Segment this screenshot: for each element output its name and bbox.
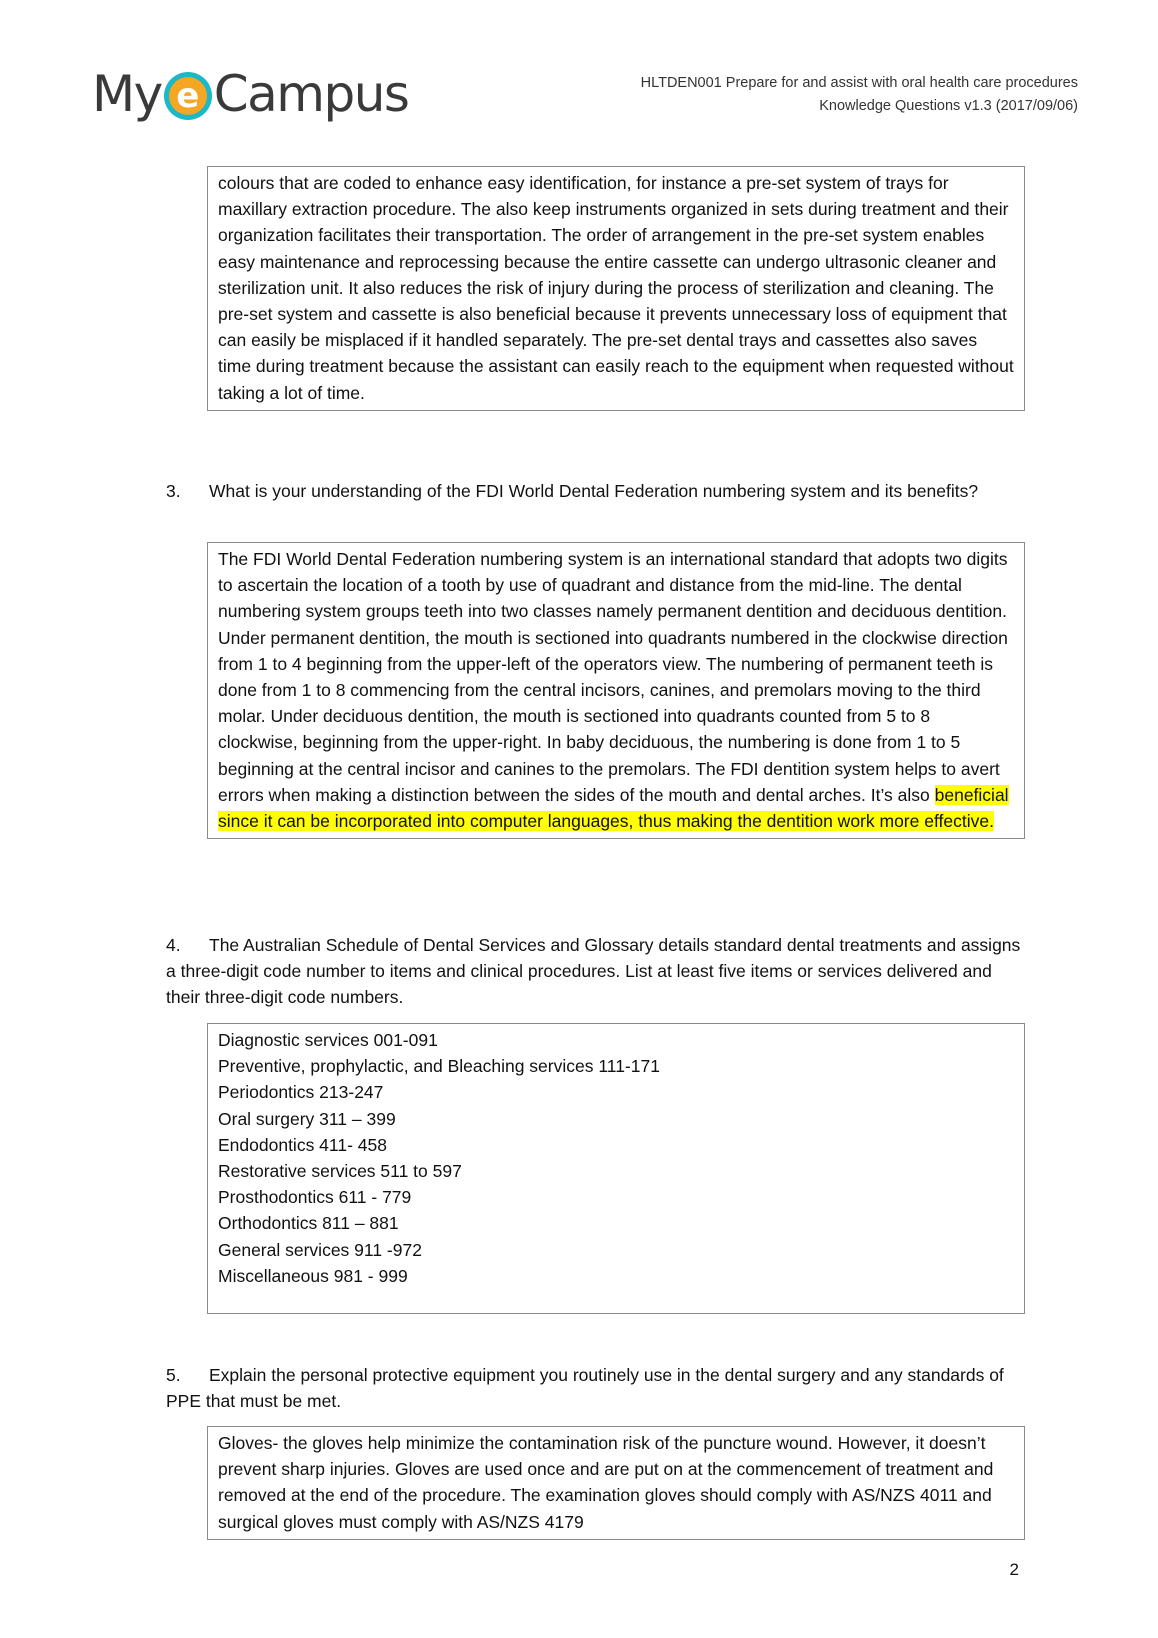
answer-box-4 bbox=[207, 1023, 1025, 1314]
document-header bbox=[641, 72, 1078, 118]
question-5 bbox=[166, 1362, 1026, 1414]
answer-3-plain: The FDI World Dental Federation numbering system is an international standard that adopts two digits to ascertain the location of a tooth by use of quadrant and distance from the mid-line. The dental numbering system groups teeth into two classes namely permanent dentition and deciduous dentition. Under permanent dentition, the mouth is sectioned into quadrants numbered in the clockwise direction from 1 to 4 beginning from the upper-left of the operators view. The numbering of permanent teeth is done from 1 to 8 commencing from the central incisors, canines, and premolars moving to the third molar. Under deciduous dentition, the mouth is sectioned into quadrants counted from 5 to 8 clockwise, beginning from the upper-right. In baby deciduous, the numbering is done from 1 to 5 beginning at the central incisor and canines to the premolars. The FDI dentition system helps to avert errors when making a distinction between the sides of the mouth and dental arches. It’s also bbox=[218, 549, 1008, 805]
question-4 bbox=[166, 932, 1026, 1011]
mycampus-logo bbox=[92, 64, 408, 124]
list-item: Endodontics 411- 458 bbox=[218, 1134, 387, 1155]
question-3 bbox=[166, 478, 1026, 504]
question-3-number: 3. bbox=[166, 481, 181, 501]
question-4-number: 4. bbox=[166, 935, 181, 955]
list-item: Periodontics 213-247 bbox=[218, 1082, 384, 1103]
list-item: Oral surgery 311 – 399 bbox=[218, 1108, 396, 1129]
logo-campus-text: Campus bbox=[213, 65, 409, 123]
question-5-number: 5. bbox=[166, 1365, 181, 1385]
page-number: 2 bbox=[1009, 1560, 1019, 1579]
list-item: General services 911 -972 bbox=[218, 1239, 422, 1260]
question-5-text: Explain the personal protective equipment you routinely use in the dental surgery and any standards of PPE that must be met. bbox=[166, 1365, 1004, 1412]
list-item: Orthodontics 811 – 881 bbox=[218, 1213, 399, 1234]
document-version: Knowledge Questions v1.3 (2017/09/06) bbox=[819, 98, 1078, 114]
answer-2-text: colours that are coded to enhance easy identification, for instance a pre-set system of trays for maxillary extraction procedure. The also keep instruments organized in sets during treatment and their organization facilitates their transportation. The order of arrangement in the pre-set system enables easy maintenance and reprocessing because the entire cassette can undergo ultrasonic cleaner and sterilization unit. It also reduces the risk of injury during the process of sterilization and cleaning. The pre-set system and cassette is also beneficial because it prevents unnecessary loss of equipment that can easily be misplaced if it handled separately. The pre-set dental trays and cassettes also saves time during treatment because the assistant can easily reach to the equipment when requested without taking a lot of time. bbox=[218, 173, 1014, 403]
answer-3-highlighted: beneficial since it can be incorporated into computer languages, thus making the dentition work more effective. bbox=[218, 784, 1009, 832]
logo-e-icon bbox=[164, 72, 212, 120]
answer-box-3 bbox=[207, 542, 1025, 839]
answer-box-5 bbox=[207, 1426, 1025, 1540]
list-item: Preventive, prophylactic, and Bleaching services 111-171 bbox=[218, 1056, 660, 1077]
unit-title: HLTDEN001 Prepare for and assist with oral health care procedures bbox=[640, 75, 1078, 91]
answer-3-text bbox=[218, 546, 1014, 834]
answer-box-2 bbox=[207, 166, 1025, 411]
list-item: Restorative services 511 to 597 bbox=[218, 1161, 462, 1182]
logo-e-letter: e bbox=[169, 77, 207, 115]
list-item: Diagnostic services 001-091 bbox=[218, 1030, 438, 1050]
question-4-text: The Australian Schedule of Dental Services and Glossary details standard dental treatments and assigns a three-digit code number to items and clinical procedures. List at least five items or services delivered and their three-digit code numbers. bbox=[166, 935, 1021, 1008]
list-item: Prosthodontics 611 - 779 bbox=[218, 1187, 412, 1208]
list-item: Miscellaneous 981 - 999 bbox=[218, 1265, 408, 1286]
logo-my-text: My bbox=[92, 65, 162, 123]
question-3-text: What is your understanding of the FDI World Dental Federation numbering system and its benefits? bbox=[209, 481, 979, 501]
answer-5-text: Gloves- the gloves help minimize the contamination risk of the puncture wound. However, it doesn’t prevent sharp injuries. Gloves are used once and are put on at the commencement of treatment and removed at the end of the procedure. The examination gloves should comply with AS/NZS 4011 and surgical gloves must comply with AS/NZS 4179 bbox=[218, 1433, 994, 1532]
